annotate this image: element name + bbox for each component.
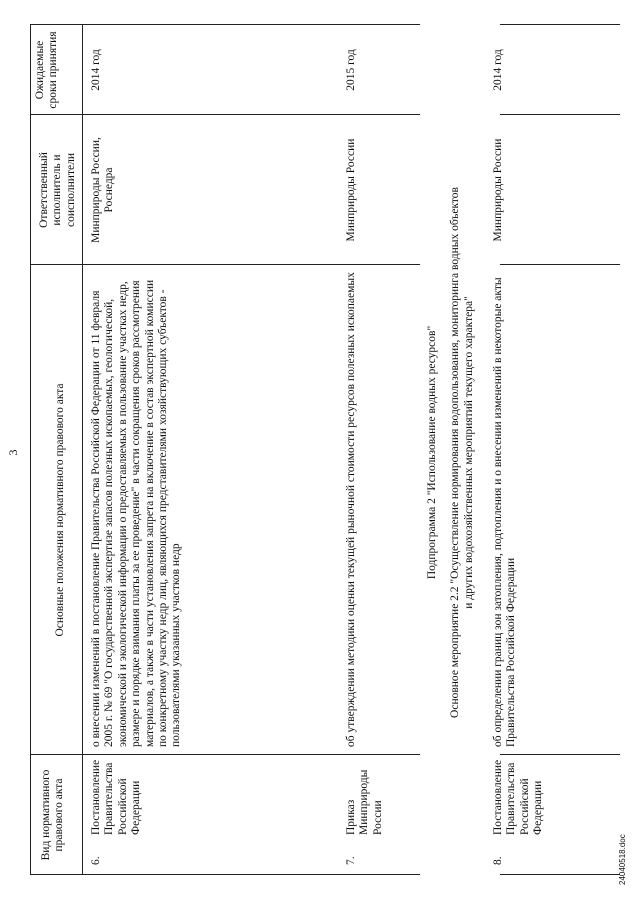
row-7-main: об утверждении методики оценки текущей рыночной стоимости ресурсов полезных ископаемых [345,272,357,747]
col-border-resp [30,114,330,115]
row-7-resp: Минприроды России [345,138,357,242]
row-6-date: 2014 год [90,49,102,91]
col-border-main-2 [500,264,620,265]
row-8-date: 2014 год [492,49,504,91]
col-border-right-2 [500,24,620,25]
page-number: 3 [6,449,20,456]
row-8-type: Постановление Правительства Российской Федерации [492,759,545,835]
col-border-right [30,24,330,25]
subprogram-title: Подпрограмма 2 "Использование водных ресурсов" [426,325,438,580]
row-8-resp: Минприроды России [492,138,504,242]
footer-code: 24040518.doc [618,834,627,885]
row-8-main: об определении границ зон затопления, подтопления и о внесении изменений в некоторые акты Правительства Российской Федерации [492,277,518,747]
row-8-number: 8. [492,856,504,865]
row-6-main: о внесении изменений в постановление Правительства Российской Федерации от 11 февраля 2005 г. № 69 "О государственной экспертизе запасов полезных ископаемых, геологической, экономической и экологической информации о предоставляемых в пользование участках недр, размере и порядке взимания платы за ее проведение" в части сокращения сроков рассмотрения материалов, а также в части установления запрета на включение в состав экспертной комиссии по конкретному участку недр лиц, являющихся представителями хозяйствующих субъектов - пользователями указанных участков недр [90,279,183,747]
col-border-left-1b [330,874,420,875]
row-7-number: 7. [345,856,357,865]
col-border-resp-2 [500,114,620,115]
col-border-type [30,754,330,755]
header-col-date: Ожидаемые сроки принятия [34,31,60,109]
col-border-right-1b [330,24,420,25]
header-col-resp: Ответственный исполнитель и соисполнители [38,152,77,228]
col-border-type-1b [330,754,420,755]
table-top-border [30,25,31,875]
col-border-main-1b [330,264,420,265]
col-border-type-2 [500,754,620,755]
row-7-type: Приказ Минприроды России [345,769,384,835]
row-6-type: Постановление Правительства Российской Федерации [90,759,143,835]
col-border-left-2 [500,874,620,875]
col-border-main [30,264,330,265]
measure-title-line2: и других водохозяйственных мероприятий текущего характера" [463,296,475,609]
row-6-resp: Минприроды России, Роснедра [90,137,116,243]
col-border-resp-1b [330,114,420,115]
row-7-date: 2015 год [345,49,357,91]
col-border-left [30,874,330,875]
header-bottom-border [82,25,83,875]
header-col-type: Вид нормативного правового акта [40,769,66,861]
row-6-number: 6. [90,856,102,865]
header-col-main: Основные положения нормативного правового акта [54,383,66,637]
measure-title-line1: Основное мероприятие 2.2 "Осуществление нормирования водопользования, мониторинга водных объектов [449,187,461,718]
